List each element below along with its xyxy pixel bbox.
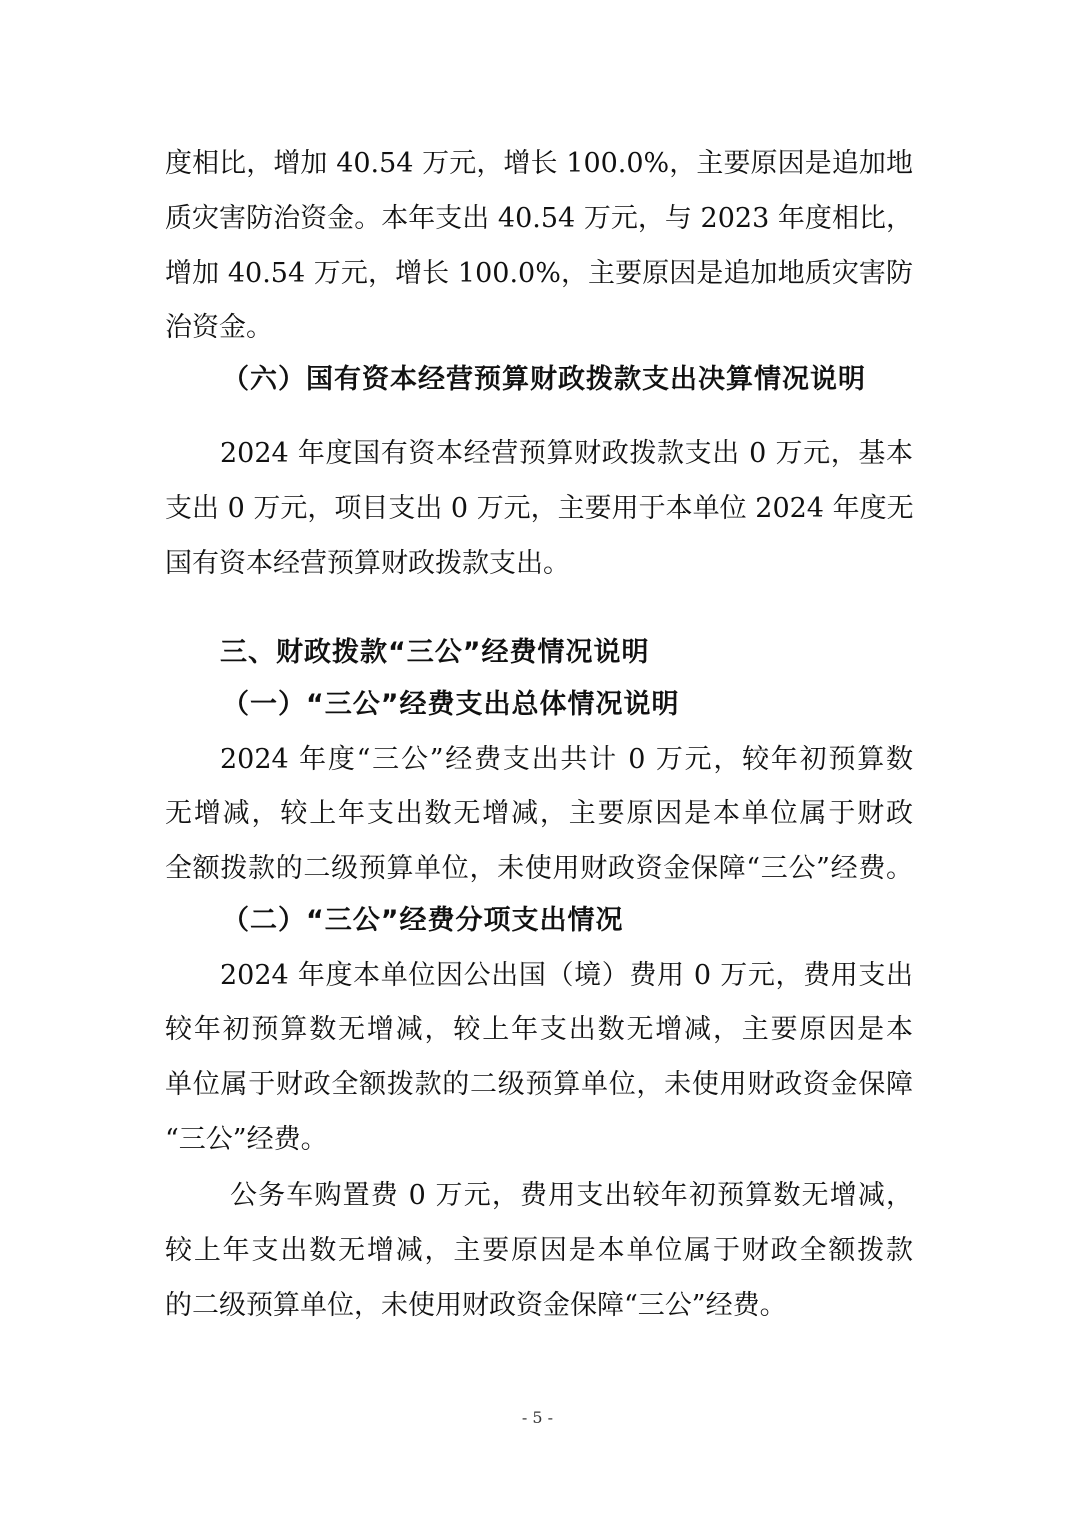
paragraph-line: 2024 年度本单位因公出国（境）费用 0 万元，费用支出 (220, 960, 913, 991)
paragraph-line: 2024 年度“三公”经费支出共计 0 万元，较年初预算数 (220, 744, 913, 775)
paragraph-line: 国有资本经营预算财政拨款支出。 (165, 548, 570, 579)
section-heading: （六）国有资本经营预算财政拨款支出决算情况说明 (222, 364, 866, 395)
paragraph-line: 2024 年度国有资本经营预算财政拨款支出 0 万元，基本 (220, 438, 913, 469)
paragraph-line: 公务车购置费 0 万元，费用支出较年初预算数无增减， (230, 1180, 913, 1211)
page-number: - 5 - (521, 1408, 554, 1427)
paragraph-line: 质灾害防治资金。本年支出 40.54 万元，与 2023 年度相比， (165, 203, 913, 234)
paragraph-line: 增加 40.54 万元，增长 100.0%，主要原因是追加地质灾害防 (165, 258, 913, 289)
paragraph-line: 支出 0 万元，项目支出 0 万元，主要用于本单位 2024 年度无 (165, 493, 914, 524)
section-heading: （一）“三公”经费支出总体情况说明 (222, 689, 680, 720)
paragraph-line: “三公”经费。 (165, 1124, 328, 1155)
paragraph-line: 较上年支出数无增减，主要原因是本单位属于财政全额拨款 (165, 1235, 913, 1266)
paragraph-line: 无增减，较上年支出数无增减，主要原因是本单位属于财政 (165, 798, 913, 829)
paragraph-line: 单位属于财政全额拨款的二级预算单位，未使用财政资金保障 (165, 1069, 913, 1100)
chapter-heading: 三、财政拨款“三公”经费情况说明 (220, 637, 650, 668)
paragraph-line: 的二级预算单位，未使用财政资金保障“三公”经费。 (165, 1290, 787, 1321)
section-heading: （二）“三公”经费分项支出情况 (222, 905, 624, 936)
paragraph-line: 全额拨款的二级预算单位，未使用财政资金保障“三公”经费。 (165, 853, 913, 884)
paragraph-line: 度相比，增加 40.54 万元，增长 100.0%，主要原因是追加地 (165, 148, 913, 179)
paragraph-line: 较年初预算数无增减，较上年支出数无增减，主要原因是本 (165, 1014, 913, 1045)
paragraph-line: 治资金。 (165, 312, 273, 343)
